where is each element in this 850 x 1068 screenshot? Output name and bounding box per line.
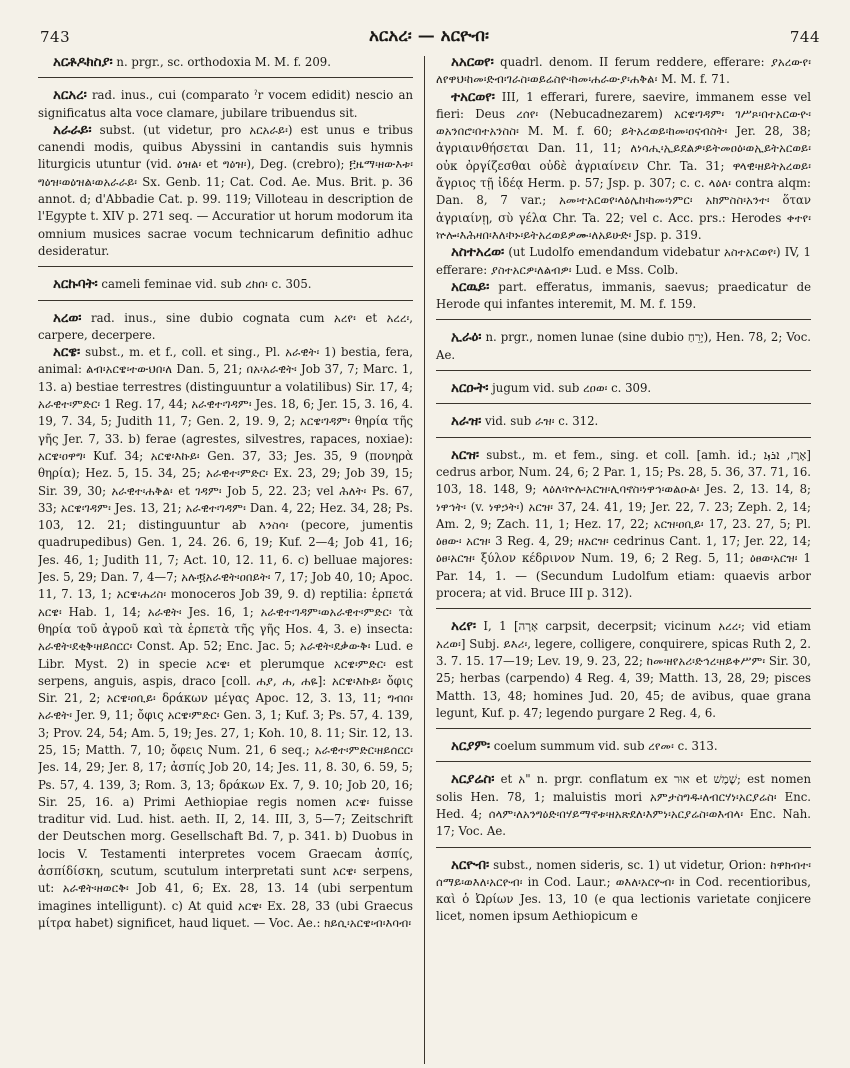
- entry-text: jugum vid. sub ረዐወ፡ c. 309.: [488, 381, 652, 396]
- entry-aryares: [436, 771, 811, 840]
- right-column: [425, 54, 811, 1064]
- entry-divider: [38, 300, 413, 301]
- entry-text: I, 1 [אָרָה carpsit, decerpsit; vicinum አረረ፡; vid etiam አረወ፡] Subj. ይእሪ፡, legere, colligere, conquirere, spicas Ruth 2, 2. 3. 7. 15. 17—19; Lev. 19, 9. 23, 22; ከመ፡ዘየአሪ፡ድኅረ፡ዘይቀሥም፡ Sir. 30, 25; herbas (carpendo) 4 Reg. 4, 39; Matth. 13, 28, 29; pisces Matth. 13, 48; homines Jud. 20, 45; de avibus, quae grana legunt, Kuf. p. 47; legendo purgare 2 Reg. 4, 6.: [436, 619, 811, 720]
- entry-text: n. prgr., sc. orthodoxia M. M. f. 209.: [112, 55, 331, 69]
- entry-arwuy: [436, 279, 811, 314]
- entry-arara-root: [38, 87, 413, 122]
- entry-orthodoxia: [38, 54, 413, 71]
- entry-divider: [436, 437, 811, 438]
- entry-arawa-root: [38, 310, 413, 345]
- entry-arz: [436, 447, 811, 603]
- headword: አራራይ፡: [53, 121, 92, 138]
- headword: አርያሬስ፡: [451, 771, 495, 788]
- entry-araz: [436, 413, 811, 430]
- entry-divider: [436, 728, 811, 729]
- headword: አርያም፡: [451, 738, 491, 755]
- entry-araray: [38, 122, 413, 260]
- entry-aryam: [436, 738, 811, 755]
- entry-text: rad. inus., sine dubio cognata cum አረየ፡ et አረረ፡, carpere, decerpere.: [38, 310, 413, 342]
- page-number-left: 743: [40, 28, 71, 46]
- headword: አርኩባት፡: [53, 276, 98, 293]
- entry-araya: [436, 618, 811, 722]
- entry-divider: [436, 608, 811, 609]
- left-column: [38, 54, 424, 1064]
- entry-text: n. prgr., nomen lunae (sine dubio יָרֵחַ), Hen. 78, 2; Voc. Ae.: [436, 330, 811, 362]
- headword: አስተአረወ፡: [451, 244, 505, 261]
- entry-text: vid. sub ራዝ፡ c. 312.: [481, 414, 599, 429]
- headword: አርቶዶክስያ፡: [53, 54, 113, 70]
- headword: አራዝ፡: [451, 413, 482, 430]
- entry-text: (ut Ludolfo emendandum videbatur አስተአርወየ፡) IV, 1 efferare: ያስተአርዎ፡ለልብዎ፡ Lud. e Mss. Colb.: [436, 245, 811, 277]
- entry-astaarawa: [436, 244, 811, 279]
- headword: አርዝ፡: [451, 446, 480, 463]
- entry-text: subst., m. et fem., sing. et coll. [amh. id.; אֶרֶז, ܐܪܙܐ] cedrus arbor, Num. 24, 6; 2 Par. 1, 15; Ps. 28, 5. 36, 37. 71, 16. 103, 18. 148, 9; ላዕለ፡ኵሉ፡አርዝ፡ሊባኖስ፡ነዋኅ፡ወልዑል፡ Jes. 2, 13. 14, 8; ነዋኅት፡ (v. ነዋኃት፡) አርዝ፡ 37, 24. 41, 19; Jer. 22, 7. 23; Zeph. 2, 14; Am. 2, 9; Zach. 11, 1; Hez. 17, 22; አርዝ፡ዐቢይ፡ 17, 23. 27, 5; Pl. ዕፀው፡ አርዝ፡ 3 Reg. 4, 29; ዘአርዝ፡ cedrinus Cant. 1, 17; Jer. 22, 14; ዕፀ፡አርዝ፡ ξύλον κέδρινον Num. 19, 6; 2 Reg. 5, 11; ዕፀወ፡አርዝ፡ 1 Par. 14, 1. — (Secundum Ludolfum etiam: quaevis arbor procera; at vid. Bruce III p. 312).: [436, 447, 811, 601]
- entry-taarwaya: [436, 89, 811, 245]
- entry-arwe: [38, 344, 413, 932]
- entry-text: subst. (ut videtur, pro አርአራይ፡) est unus e tribus canendi modis, quibus Abyssini in cantandis suis hymnis liturgicis utuntur (vid. ዕዝል፡ et ግዕዝ፡), Deg. (crebro); ፫ዜማ፡ዘውእቱ፡ግዕዝ፡ወዕዝል፡ወአራራይ፡ Sx. Genb. 11; Cat. Cod. Ae. Mus. Brit. p. 36 annot. d; d'Abbadie Cat. p. 99. 119; Villoteau in description de l'Egypte t. XIV p. 271 seq. — Accuratior ut horum modorum ita omnium musices sacrae vocum technicarum definitio adhuc desideratur.: [38, 122, 413, 258]
- entry-divider: [436, 403, 811, 404]
- headword: ተአርወየ፡: [451, 88, 495, 105]
- entry-divider: [436, 319, 811, 320]
- running-head: አርአረ፡ — አርዮብ፡: [368, 26, 490, 46]
- headword: አርዉይ፡: [451, 278, 490, 295]
- entry-divider: [436, 761, 811, 762]
- entry-text: part. efferatus, immanis, saevus; praedicatur de Herode qui infantes interemit, M. M. f. 159.: [436, 279, 811, 312]
- entry-text: cameli feminae vid. sub ረከበ፡ c. 305.: [97, 277, 312, 292]
- entry-text: subst., nomen sideris, sc. 1) ut videtur, Orion: ከዋክብተ፡ሰማይ፡ወእለ፡አርዮብ፡ in Cod. Laur.; ወእለ፡አርዮብ፡ in Cod. recentioribus, καὶ ὁ Ὠρίων Jes. 13, 10 (e qua lectionis varietate conjicere licet, nomen ipsum Aethiopicum e: [436, 857, 811, 924]
- page-number-right: 744: [789, 28, 820, 46]
- headword: አረወ፡: [53, 309, 82, 326]
- entry-aarwaya: [436, 54, 811, 89]
- entry-aryob: [436, 857, 811, 926]
- headword: ኢራዕ፡: [451, 329, 482, 346]
- headword: አርዑት፡: [451, 380, 489, 397]
- headword: አአርወየ፡: [451, 54, 494, 70]
- page-header: [38, 20, 820, 54]
- entry-divider: [436, 847, 811, 848]
- entry-text: subst., m. et f., coll. et sing., Pl. አራዊት፡ 1) bestia, fera, animal: ልብ፡አርዌ፡ተውህበ፡ለ Dan. 5, 21; በአ፡አራዊት፡ Job 37, 7; Marc. 1, 13. a) bestiae terrestres (distinguuntur a volatilibus) Sir. 17, 4; አራዊተ፡ምድር፡ 1 Reg. 17, 44; አራዊተ፡ገዳም፡ Jes. 18, 6; Jer. 15, 3. 16, 4. 19, 7. 34, 5; Judith 11, 7; Gen. 2, 19. 9, 2; አርዌ፡ገዳም፡ θηρία τῆς γῆς Jer. 7, 33. b) ferae (agrestes, silvestres, rapaces, noxiae): አርዌ፡ዐዋግ፡ Kuf. 34; አርዌ፡እኩይ፡ Gen. 37, 33; Jes. 35, 9 (πονηρὰ θηρία); Hez. 5, 15. 34, 25; አራዊተ፡ምድር፡ Ex. 23, 29; Job 39, 15; Sir. 39, 30; አራዊተ፡ሐቅል፡ et ገዳም፡ Job 5, 22. 23; vel ሕለት፡ Ps. 67, 33; አርዌ፡ገዳም፡ Jes. 13, 21; አራዊተ፡ገዳም፡ Dan. 4, 22; Hez. 34, 28; Ps. 103, 12. 21; distinguuntur ab እንስሳ፡ (pecore, jumentis quadrupedibus) Gen. 1, 24. 26. 6, 19; Kuf. 2—4; Job 41, 16; Jes. 46, 1; Judith 11, 7; Act. 10, 12. 11, 6. c) belluae majores: Jes. 5, 29; Dan. 7, 4—7; አሉ፡፬አራዊት፡ዐበይት፡ 7, 17; Job 40, 10; Apoc. 11, 7. 13, 1; አርዌ፡ሐሪስ፡ monoceros Job 39, 9. d) reptilia: ἑρπετά አርዌ፡ Hab. 1, 14; አራዊት፡ Jes. 16, 1; አራዊተ፡ገዳም፡ወአራዊተ፡ምድር፡ τὰ θηρία τοῦ ἀγροῦ καὶ τὰ ἑρπετὰ τῆς γῆς Hos. 4, 3. e) insecta: አራዊት፡ደቂቅ፡ዘይሰርር፡ Const. Ap. 52; Enc. Jac. 5; አራዊት፡ደቃውቅ፡ Lud. e Libr. Myst. 2) in specie አርዌ፡ et plerumque አርዌ፡ምድር፡ est serpens, anguis, aspis, draco [coll. ሐያ, ሐ, ሐዬ]: አርዌ፡እኩይ፡ ὄφις Sir. 21, 2; አርዌ፡ዐቢይ፡ δράκων μέγας Apoc. 12, 3. 13, 11; ግብበ፡አራዊት፡ Jer. 9, 11; ὄφις አርዌ፡ምድር፡ Gen. 3, 1; Kuf. 3; Ps. 57, 4. 139, 3; Prov. 24, 54; Am. 5, 19; Jes. 27, 1; Koh. 10, 8. 11; Sir. 12, 13. 25, 15; Matth. 7, 10; ὄφεις Num. 21, 6 seq.; አራዊተ፡ምድር፡ዘይሰርር፡ Jes. 14, 29; Jer. 8, 17; ἀσπίς Job 20, 14; Jes. 11, 8. 30, 6. 59, 5; Ps. 57, 4. 139, 3; Rom. 3, 13; δράκων Ex. 7, 9. 10; Job 20, 16; Sir. 25, 16. a) Primi Aethiopiae regis nomen አርዌ፡ fuisse traditur vid. Lud. hist. aeth. II, 2, 14. III, 3, 5—7; Zeitschrift der Deutschen morg. Gesellschaft Bd. 7, p. 341. b) Duobus in locis V. Testamenti interpretes vocem Graecam ἀσπίς, ἀσπίδίσκη, scutum, scutulum interpretati sunt አርዌ፡ serpens, ut: አራዊት፡ዘወርቅ፡ Job 41, 6; Ex. 28, 13. 14 (ubi serpentum imagines intelligunt). c) At quid አርዌ፡ Ex. 28, 33 (ubi Graecus μίτρα habet) significet, haud liquet. — Voc. Ae.: ክይሲ፡አርዌ፡ብ፡እባብ፡: [38, 345, 413, 930]
- headword: አርአረ፡: [53, 87, 87, 104]
- entry-arkubat: [38, 276, 413, 293]
- entry-text: III, 1 efferari, furere, saevire, immanem esse vel fieri: Deus ረሰየ፡ (Nebucadnezarem) አርዌ፡ገዳም፡ ገሥጾ፡በተአርውዮ፡ወአንበሮ፡በተአንስስ፡ M. M. f. 60; ይትአረወይ፡ከመ፡ዐናብስት፡ Jer. 28, 38; ἀγριαινθήσεται Dan. 11, 11; ለነሳሒ፡ኢይደልዎ፡ይትመዐዕ፡ወኢይትአርወይ፡ οὐκ ὀργίζεσθαι οὐδὲ ἀγριαίνειν Chr. Ta. 31; ዋላዊ፡ዘይትአረወይ፡ ἄγριος τῇ ἰδέᾳ Herm. p. 57; Jsp. p. 307; c. c. ላዕለ፡ contra alqm: Dan. 8, 7 var.; አመ፡ተአርወየ፡ላዕሌከ፡ከመ፡ነምር፡ አክምስስ፡አንተ፡ ὅταν ἀγριαίνῃ, σὺ γέλα Chr. Ta. 22; vel c. Acc. prs.: Herodes ቀተየ፡ኵሎ፡እሕዛበ፡እለ፡ኮኑ፡ይትአረወይዎሙ፡ለአይሁድ፡ Jsp. p. 319.: [436, 89, 811, 242]
- entry-text: rad. inus., cui (comparato ˀr vocem edidit) nescio an significatus alta voce clamare, jubilare tribuendus sit.: [38, 88, 413, 120]
- entry-arut: [436, 380, 811, 397]
- entry-iraa: [436, 329, 811, 364]
- entry-divider: [436, 370, 811, 371]
- two-column-body: [38, 54, 820, 1064]
- entry-text: et አ" n. prgr. conflatum ex אוּר et שֶׁמֶשׁ; est nomen solis Hen. 78, 1; maluistis mori አምታስግዱ፡ለብርሃነ፡አርያሬስ፡ Enc. Hed. 4; ሰላም፡ለአንግዕድ፡በሃይማኖቱ፡ዘአጽደለ፡እምነ፡አርያሬስ፡ወእብላ፡ Enc. Nah. 17; Voc. Ae.: [436, 772, 811, 839]
- entry-divider: [38, 77, 413, 78]
- headword: አርዌ፡: [53, 344, 81, 361]
- entry-divider: [38, 266, 413, 267]
- entry-text: quadrl. denom. II ferum reddere, efferare: ያአረውየ፡ለየዋህ፡ከመ፡ድብ፡ገራስ፡ወይሬስዮ፡ከመ፡ሐራውያ፡ሐቅል፡ M. M. f. 71.: [436, 55, 811, 87]
- headword: አርዮብ፡: [451, 856, 490, 873]
- entry-text: coelum summum vid. sub ረየመ፡ c. 313.: [490, 739, 718, 754]
- headword: አረየ፡: [451, 618, 477, 635]
